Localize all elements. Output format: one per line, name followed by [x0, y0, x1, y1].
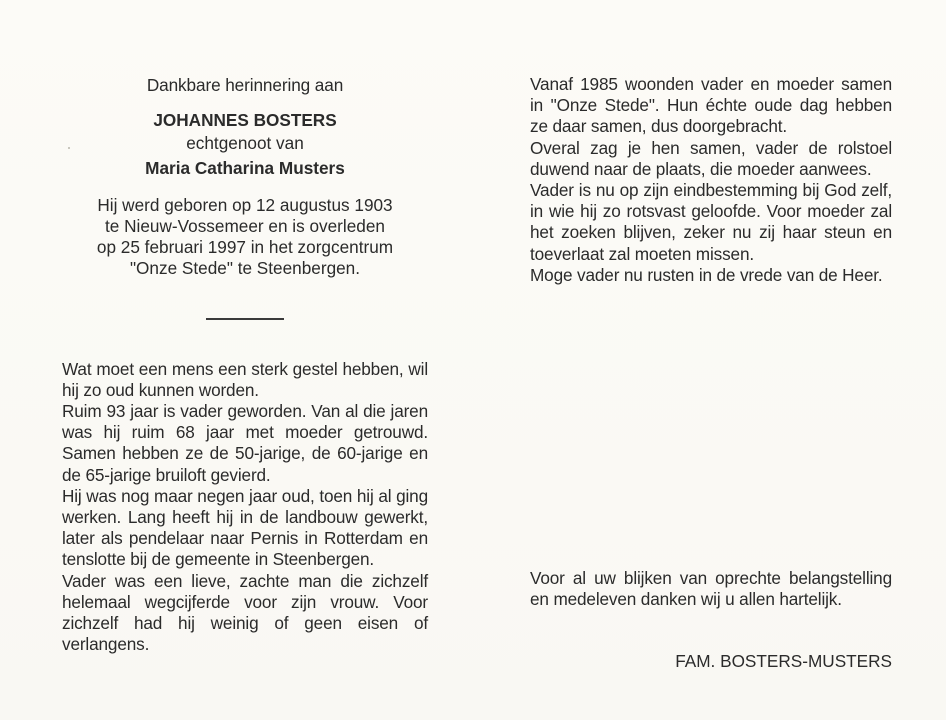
paragraph: Vader is nu op zijn eindbestemming bij God zelf, in wie hij zo rotsvast geloofde. Voor moeder zal het zoeken blijven, zeker nu zij haar steun en toeverlaat zal moeten missen. [530, 180, 892, 264]
spouse-label: echtgenoot van [186, 133, 304, 153]
paragraph: Vader was een lieve, zachte man die zichzelf helemaal wegcijferde voor zijn vrouw. Voor zichzelf had hij weinig of geen eisen of verlangens. [62, 570, 428, 655]
deceased-name: JOHANNES BOSTERS [153, 110, 337, 130]
spouse-name: Maria Catharina Musters [145, 158, 345, 178]
paragraph: Hij was nog maar negen jaar oud, toen hij al ging werken. Lang heeft hij in de landbouw gewerkt, later als pendelaar naar Pernis in Rotterdam en tenslotte bij de gemeente in Steenbergen. [62, 485, 428, 570]
birth-line: op 25 februari 1997 in het zorgcentrum [96, 237, 394, 257]
birth-death-block [62, 195, 428, 279]
family-signature: FAM. BOSTERS-MUSTERS [675, 651, 892, 671]
thanks-text: Voor al uw blijken van oprechte belangstelling en medeleven danken wij u allen hartelijk. [530, 568, 892, 610]
left-column [62, 74, 428, 655]
birth-line: "Onze Stede" te Steenbergen. [129, 258, 361, 278]
birth-line: te Nieuw-Vossemeer en is overleden [105, 216, 385, 236]
section-divider [206, 318, 284, 320]
paragraph: Ruim 93 jaar is vader geworden. Van al die jaren was hij ruim 68 jaar met moeder getrouwd. Samen hebben ze de 50-jarige, de 60-jarige en de 65-jarige bruiloft gevierd. [62, 400, 428, 485]
paragraph: Overal zag je hen samen, vader de rolstoel duwend naar de plaats, die moeder aanwees. [530, 137, 892, 179]
right-column [530, 74, 892, 286]
paragraph: Moge vader nu rusten in de vrede van de Heer. [530, 264, 883, 285]
birth-line: Hij werd geboren op 12 augustus 1903 [97, 195, 393, 215]
paragraph: Vanaf 1985 woonden vader en moeder samen in "Onze Stede". Hun échte oude dag hebben ze daar samen, dus doorgebracht. [530, 74, 892, 137]
left-body-text [62, 359, 428, 656]
paragraph: Wat moet een mens een sterk gestel hebben, wil hij zo oud kunnen worden. [62, 358, 428, 400]
intro-line: Dankbare herinnering aan [146, 75, 344, 95]
